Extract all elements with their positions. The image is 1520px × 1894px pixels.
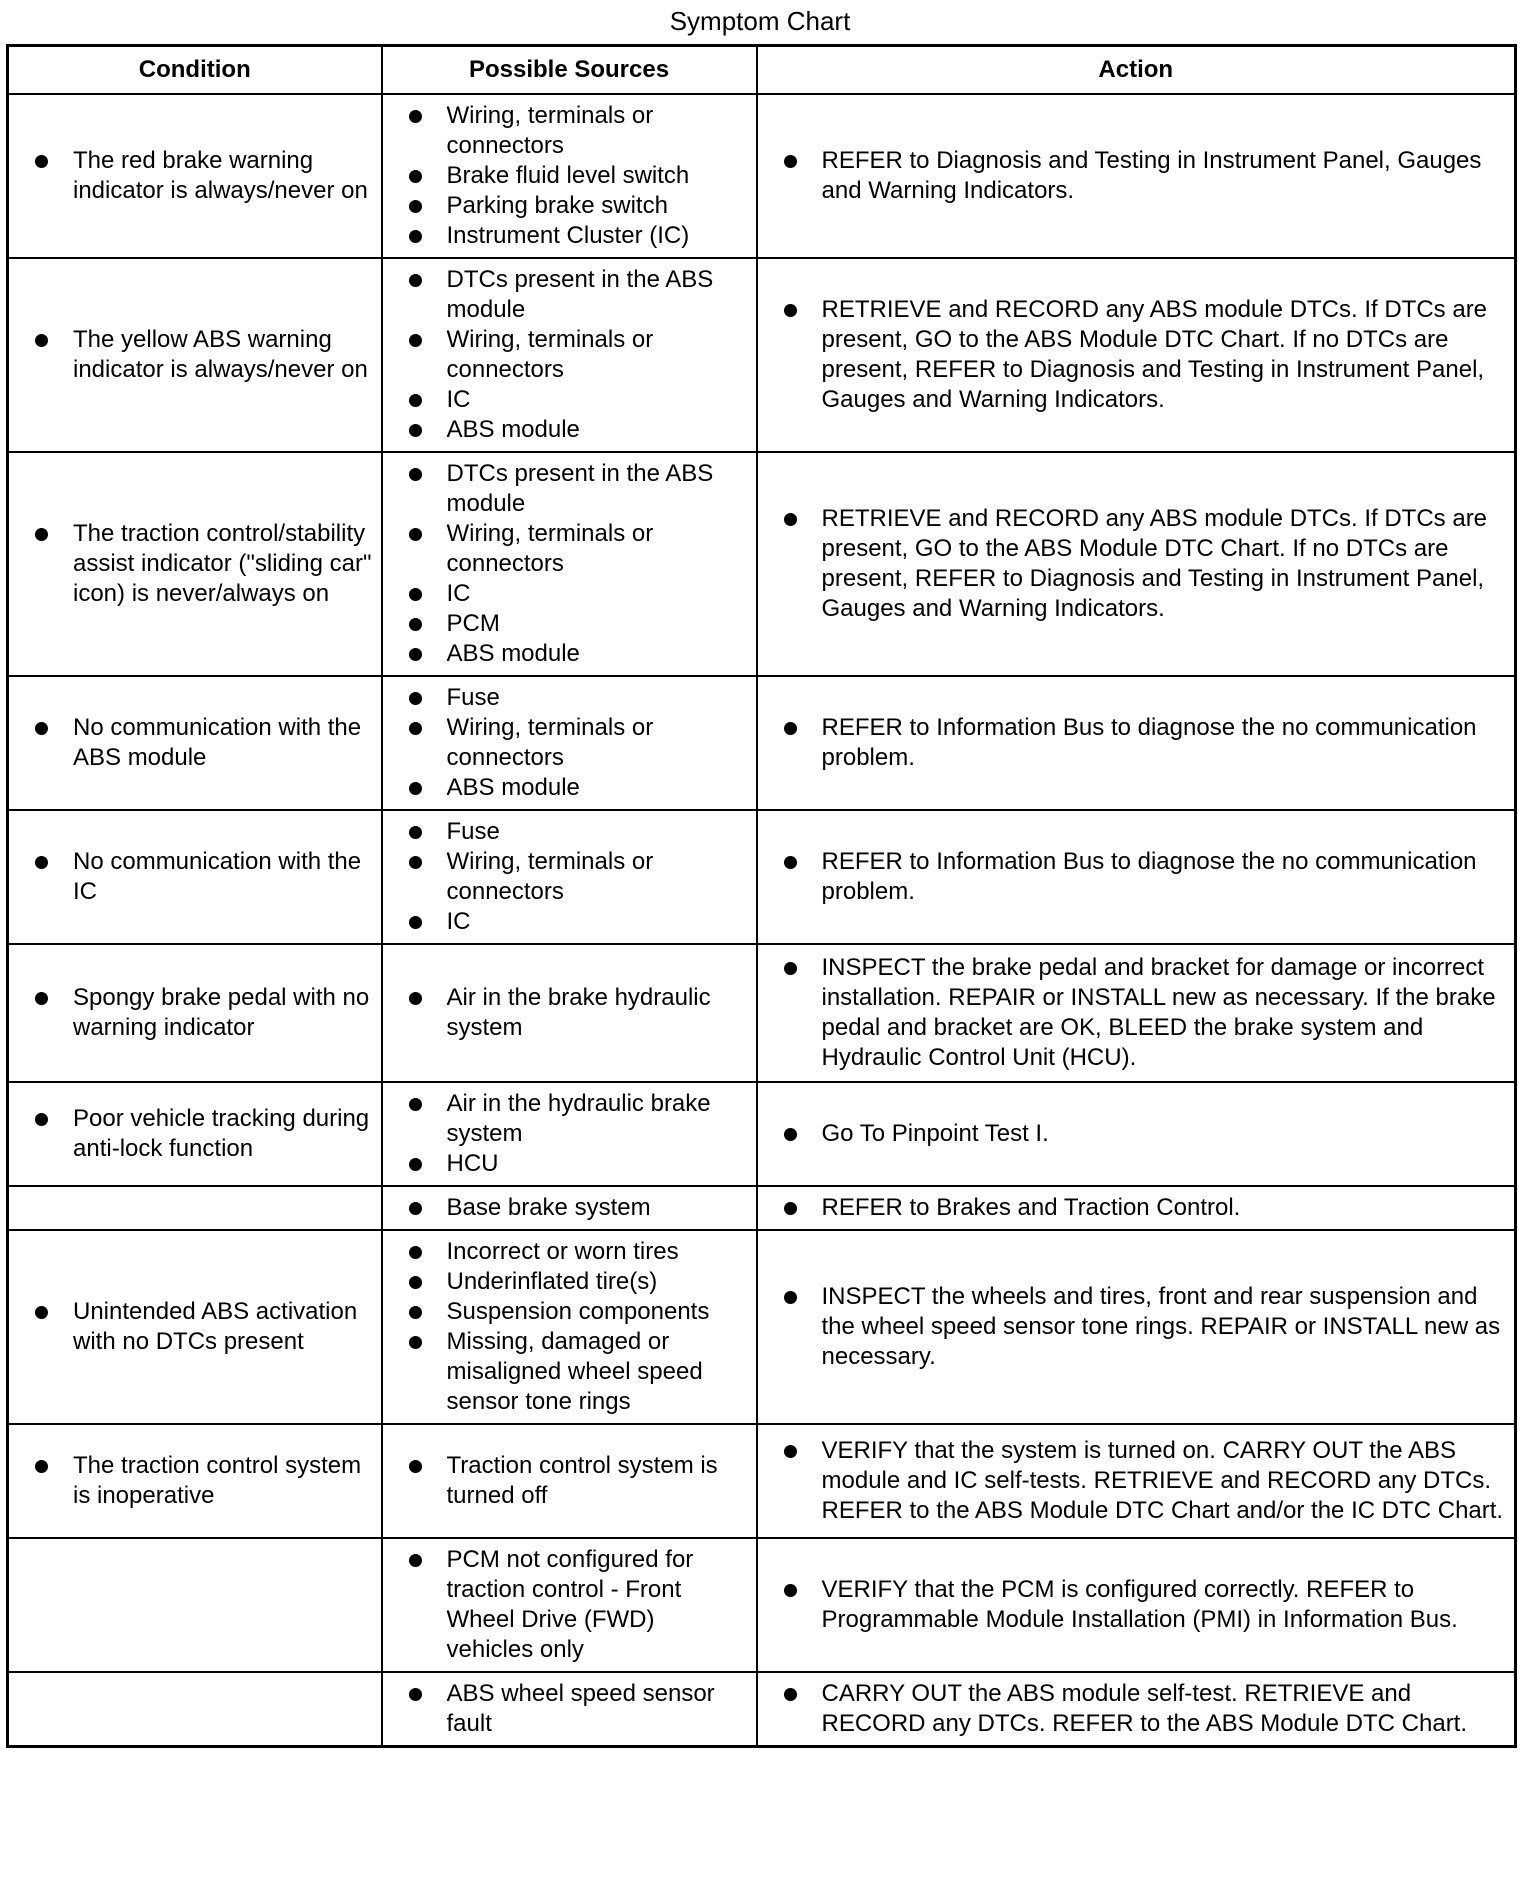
- source-item: Wiring, terminals or connectors: [407, 325, 748, 385]
- possible-sources-cell: [382, 1424, 757, 1538]
- source-item: Suspension components: [407, 1297, 748, 1327]
- action-list: [782, 1575, 1507, 1635]
- table-row: [8, 94, 1516, 258]
- condition-cell: [8, 258, 382, 452]
- condition-text: The yellow ABS warning indicator is always/never on: [33, 325, 373, 385]
- sources-list: [407, 1679, 748, 1739]
- table-row: [8, 1672, 1516, 1747]
- sources-list: [407, 1237, 748, 1417]
- source-item: IC: [407, 907, 748, 937]
- action-list: [782, 1282, 1507, 1372]
- possible-sources-cell: [382, 94, 757, 258]
- condition-list: [33, 1104, 373, 1164]
- table-row: [8, 258, 1516, 452]
- condition-cell: [8, 1672, 382, 1747]
- source-item: Wiring, terminals or connectors: [407, 713, 748, 773]
- condition-cell: [8, 1424, 382, 1538]
- table-row: [8, 452, 1516, 676]
- source-item: Wiring, terminals or connectors: [407, 847, 748, 907]
- condition-text: No communication with the ABS module: [33, 713, 373, 773]
- table-row: [8, 944, 1516, 1082]
- action-cell: [757, 1672, 1516, 1747]
- table-row: [8, 810, 1516, 944]
- source-item: Brake fluid level switch: [407, 161, 748, 191]
- possible-sources-cell: [382, 810, 757, 944]
- source-item: PCM: [407, 609, 748, 639]
- sources-list: [407, 1193, 748, 1223]
- table-row: [8, 1424, 1516, 1538]
- table-row: [8, 676, 1516, 810]
- action-cell: [757, 1424, 1516, 1538]
- condition-text: The traction control/stability assist indicator ("sliding car" icon) is never/always on: [33, 519, 373, 609]
- action-header: Action: [757, 46, 1516, 95]
- action-cell: [757, 1082, 1516, 1186]
- action-cell: [757, 676, 1516, 810]
- source-item: Underinflated tire(s): [407, 1267, 748, 1297]
- condition-text: Poor vehicle tracking during anti-lock function: [33, 1104, 373, 1164]
- condition-list: [33, 847, 373, 907]
- action-text: REFER to Information Bus to diagnose the no communication problem.: [782, 713, 1507, 773]
- possible-sources-cell: [382, 1082, 757, 1186]
- condition-header: Condition: [8, 46, 382, 95]
- action-cell: [757, 452, 1516, 676]
- condition-cell: [8, 944, 382, 1082]
- source-item: ABS module: [407, 773, 748, 803]
- sources-list: [407, 683, 748, 803]
- condition-list: [33, 713, 373, 773]
- sources-list: [407, 817, 748, 937]
- source-item: HCU: [407, 1149, 748, 1179]
- action-list: [782, 1119, 1507, 1149]
- condition-cell: [8, 1186, 382, 1230]
- action-text: REFER to Information Bus to diagnose the no communication problem.: [782, 847, 1507, 907]
- source-item: IC: [407, 579, 748, 609]
- action-list: [782, 1679, 1507, 1739]
- action-text: VERIFY that the PCM is configured correctly. REFER to Programmable Module Installation (PMI) in Information Bus.: [782, 1575, 1507, 1635]
- action-list: [782, 146, 1507, 206]
- page-title: Symptom Chart: [669, 6, 851, 36]
- action-cell: [757, 258, 1516, 452]
- source-item: Wiring, terminals or connectors: [407, 519, 748, 579]
- condition-cell: [8, 1082, 382, 1186]
- condition-cell: [8, 452, 382, 676]
- action-text: VERIFY that the system is turned on. CARRY OUT the ABS module and IC self-tests. RETRIEVE and RECORD any DTCs. REFER to the ABS Module DTC Chart and/or the IC DTC Chart.: [782, 1436, 1507, 1526]
- condition-text: The traction control system is inoperative: [33, 1451, 373, 1511]
- source-item: Air in the hydraulic brake system: [407, 1089, 748, 1149]
- action-text: INSPECT the brake pedal and bracket for damage or incorrect installation. REPAIR or INSTALL new as necessary. If the brake pedal and bracket are OK, BLEED the brake system and Hydraulic Control Unit (HCU).: [782, 953, 1507, 1073]
- source-item: Incorrect or worn tires: [407, 1237, 748, 1267]
- condition-text: Spongy brake pedal with no warning indicator: [33, 983, 373, 1043]
- table-row: [8, 1538, 1516, 1672]
- action-cell: [757, 1186, 1516, 1230]
- source-item: Air in the brake hydraulic system: [407, 983, 748, 1043]
- condition-list: [33, 983, 373, 1043]
- action-cell: [757, 1230, 1516, 1424]
- sources-list: [407, 459, 748, 669]
- action-list: [782, 953, 1507, 1073]
- table-row: [8, 1082, 1516, 1186]
- source-item: DTCs present in the ABS module: [407, 265, 748, 325]
- source-item: DTCs present in the ABS module: [407, 459, 748, 519]
- action-text: CARRY OUT the ABS module self-test. RETRIEVE and RECORD any DTCs. REFER to the ABS Module DTC Chart.: [782, 1679, 1507, 1739]
- possible-sources-cell: [382, 452, 757, 676]
- action-text: REFER to Brakes and Traction Control.: [782, 1193, 1507, 1223]
- condition-list: [33, 146, 373, 206]
- action-cell: [757, 1538, 1516, 1672]
- condition-text: No communication with the IC: [33, 847, 373, 907]
- sources-list: [407, 265, 748, 445]
- condition-cell: [8, 810, 382, 944]
- possible-sources-cell: [382, 944, 757, 1082]
- possible-sources-cell: [382, 1186, 757, 1230]
- sources-list: [407, 983, 748, 1043]
- action-cell: [757, 944, 1516, 1082]
- action-text: REFER to Diagnosis and Testing in Instrument Panel, Gauges and Warning Indicators.: [782, 146, 1507, 206]
- action-text: INSPECT the wheels and tires, front and rear suspension and the wheel speed sensor tone rings. REPAIR or INSTALL new as necessary.: [782, 1282, 1507, 1372]
- condition-list: [33, 1451, 373, 1511]
- possible-sources-cell: [382, 1230, 757, 1424]
- condition-text: The red brake warning indicator is always/never on: [33, 146, 373, 206]
- action-list: [782, 847, 1507, 907]
- source-item: Parking brake switch: [407, 191, 748, 221]
- table-row: [8, 1230, 1516, 1424]
- source-item: IC: [407, 385, 748, 415]
- table-row: [8, 1186, 1516, 1230]
- condition-list: [33, 1297, 373, 1357]
- source-item: ABS module: [407, 639, 748, 669]
- possible-sources-cell: [382, 676, 757, 810]
- possible-sources-cell: [382, 1672, 757, 1747]
- condition-cell: [8, 94, 382, 258]
- possible-sources-cell: [382, 1538, 757, 1672]
- action-list: [782, 1436, 1507, 1526]
- condition-cell: [8, 1538, 382, 1672]
- sources-list: [407, 1545, 748, 1665]
- sources-list: [407, 1089, 748, 1179]
- source-item: ABS module: [407, 415, 748, 445]
- action-text: RETRIEVE and RECORD any ABS module DTCs. If DTCs are present, GO to the ABS Module DTC Chart. If no DTCs are present, REFER to Diagnosis and Testing in Instrument Panel, Gauges and Warning Indicators.: [782, 295, 1507, 415]
- source-item: ABS wheel speed sensor fault: [407, 1679, 748, 1739]
- condition-cell: [8, 1230, 382, 1424]
- action-cell: [757, 810, 1516, 944]
- action-text: Go To Pinpoint Test I.: [782, 1119, 1507, 1149]
- condition-cell: [8, 676, 382, 810]
- sources-list: [407, 1451, 748, 1511]
- possible-sources-cell: [382, 258, 757, 452]
- source-item: Traction control system is turned off: [407, 1451, 748, 1511]
- source-item: Fuse: [407, 683, 748, 713]
- condition-list: [33, 519, 373, 609]
- action-list: [782, 504, 1507, 624]
- action-list: [782, 1193, 1507, 1223]
- action-list: [782, 713, 1507, 773]
- sources-list: [407, 101, 748, 251]
- source-item: Wiring, terminals or connectors: [407, 101, 748, 161]
- source-item: Missing, damaged or misaligned wheel speed sensor tone rings: [407, 1327, 748, 1417]
- table-header-row: [8, 46, 1516, 95]
- table-body: [8, 94, 1516, 1747]
- condition-text: Unintended ABS activation with no DTCs present: [33, 1297, 373, 1357]
- source-item: PCM not configured for traction control - Front Wheel Drive (FWD) vehicles only: [407, 1545, 748, 1665]
- action-list: [782, 295, 1507, 415]
- source-item: Fuse: [407, 817, 748, 847]
- possible-sources-header: Possible Sources: [382, 46, 757, 95]
- source-item: Instrument Cluster (IC): [407, 221, 748, 251]
- action-cell: [757, 94, 1516, 258]
- action-text: RETRIEVE and RECORD any ABS module DTCs. If DTCs are present, GO to the ABS Module DTC Chart. If no DTCs are present, REFER to Diagnosis and Testing in Instrument Panel, Gauges and Warning Indicators.: [782, 504, 1507, 624]
- condition-list: [33, 325, 373, 385]
- source-item: Base brake system: [407, 1193, 748, 1223]
- symptom-chart-table: [6, 44, 1517, 1748]
